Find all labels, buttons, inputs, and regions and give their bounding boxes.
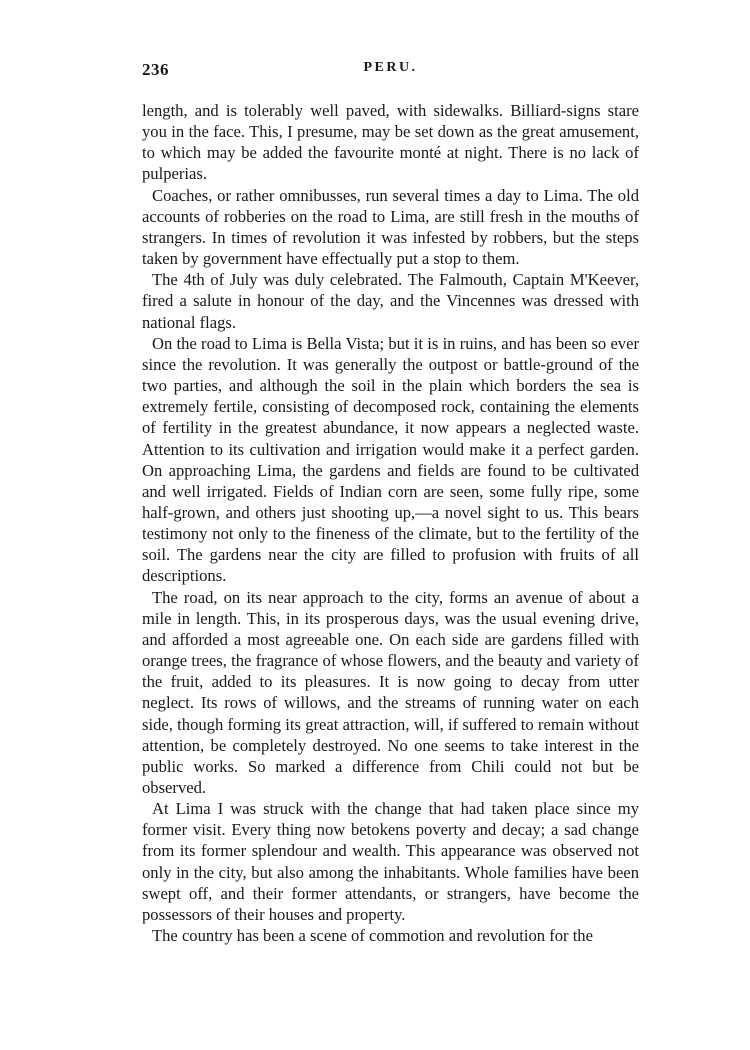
paragraph-bella-vista: On the road to Lima is Bella Vista; but it is in ruins, and has been so ever since the revolution. It was generally the outpost or battle-ground of the two parties, and although the soil in the plain which borders the sea is extremely fertile, consisting of decomposed rock, containing the elements of fertility in the greatest abundance, it now appears a neglected waste. Attention to its cultivation and irrigation would make it a perfect garden. On approaching Lima, the gardens and fields are found to be cultivated and well irrigated. Fields of Indian corn are seen, some fully ripe, some half-grown, and others just shooting up,—a novel sight to us. This bears testimony not only to the fineness of the climate, but to the fertility of the soil. The gardens near the city are filled to profusion with fruits of all descriptions. [142,333,639,586]
paragraph-fourth-of-july: The 4th of July was duly celebrated. The Falmouth, Captain M'Keever, fired a salute in honour of the day, and the Vincennes was dressed with national flags. [142,270,639,332]
paragraph-lima-change: At Lima I was struck with the change that had taken place since my former visit. Every thing now betokens poverty and decay; a sad change from its former splendour and wealth. This appearance was observed not only in the city, but also among the inhabitants. Whole families have been swept off, and their former attendants, or strangers, have become the possessors of their houses and property. [142,799,639,924]
paragraph-country-commotion: The country has been a scene of commotion and revolution for the [152,926,593,946]
body-text [142,100,639,946]
paragraph-road-avenue: The road, on its near approach to the city, forms an avenue of about a mile in length. This, in its prosperous days, was the usual evening drive, and afforded a most agreeable one. On each side are gardens filled with orange trees, the fragrance of whose flowers, and the beauty and variety of the fruit, added to its pleasures. It is now going to decay from utter neglect. Its rows of willows, and the streams of running water on each side, though forming its great attraction, will, if suffered to remain without attention, be completely destroyed. No one seems to take interest in the public works. So marked a difference from Chili could not but be observed. [142,587,639,797]
paragraph-continued: length, and is tolerably well paved, with sidewalks. Billiard-signs stare you in the face. This, I presume, may be set down as the great amusement, to which may be added the favourite monté at night. There is no lack of pulperias. [142,101,639,184]
page-header [142,60,639,84]
page-number: 236 [142,60,169,79]
paragraph-coaches: Coaches, or rather omnibusses, run several times a day to Lima. The old accounts of robberies on the road to Lima, are still fresh in the mouths of strangers. In times of revolution it was infested by robbers, but the steps taken by government have effectually put a stop to them. [142,185,639,269]
running-head: PERU. [363,60,418,75]
